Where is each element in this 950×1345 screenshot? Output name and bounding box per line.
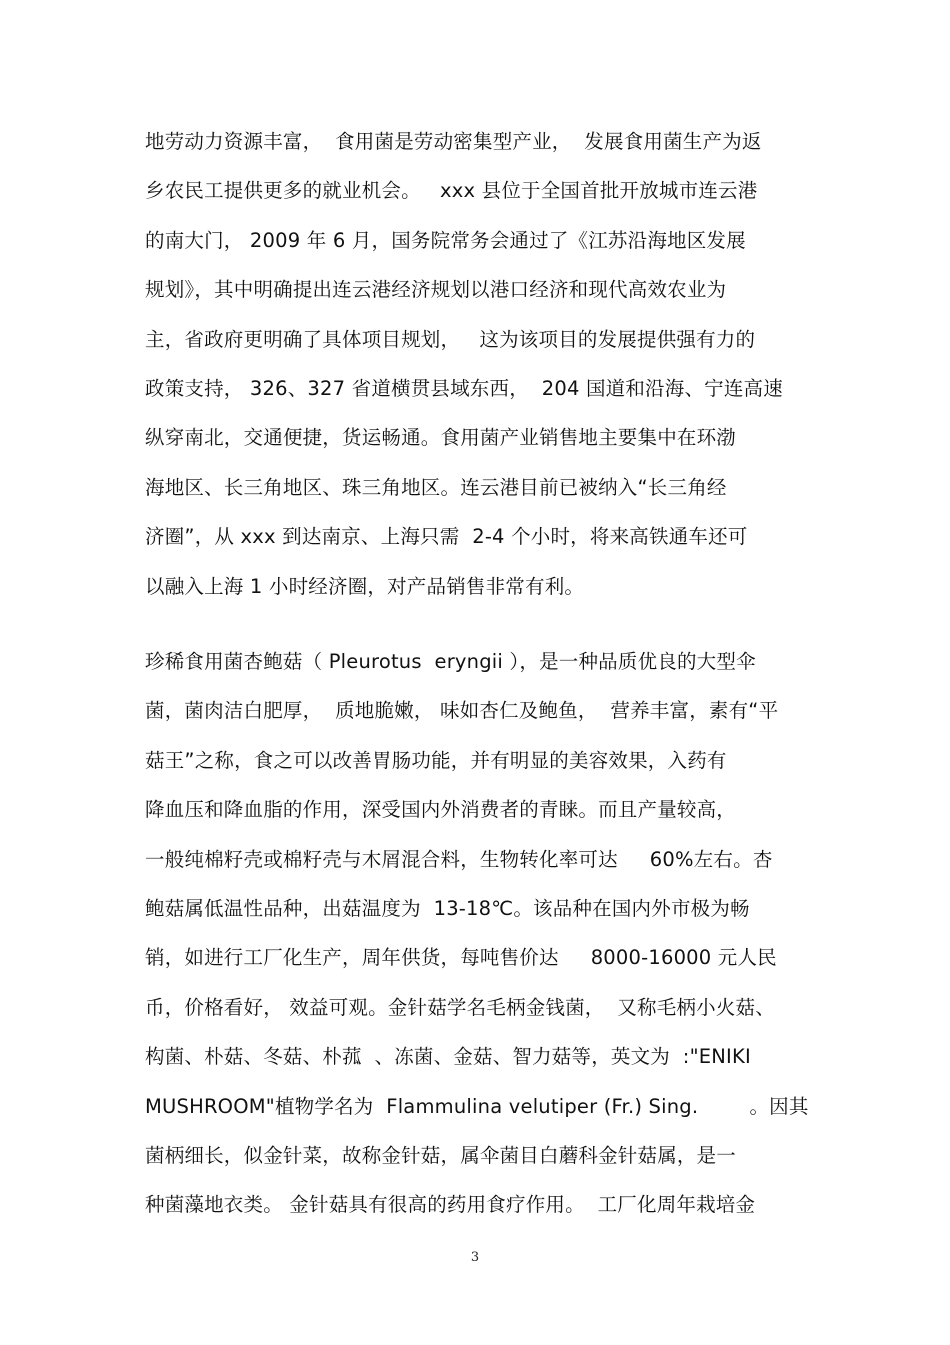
text-line: 菌柄细长，似金针菜，故称金针菇，属伞菌目白蘑科金针菇属，是一: [145, 1143, 737, 1167]
text-line: 规划》，其中明确提出连云港经济规划以港口经济和现代高效农业为: [145, 278, 727, 302]
text-line: 销，如进行工厂化生产，周年供货，每吨售价达 8000-16000 元人民: [145, 946, 777, 970]
text-line: 菇王”之称，食之可以改善胃肠功能，并有明显的美容效果，入药有: [145, 748, 727, 772]
text-line: 海地区、长三角地区、珠三角地区。连云港目前已被纳入“长三角经: [145, 475, 727, 499]
text-line: 一般纯棉籽壳或棉籽壳与木屑混合料，生物转化率可达 60%左右。杏: [145, 847, 773, 871]
text-line: 币，价格看好， 效益可观。金针菇学名毛柄金钱菌， 又称毛柄小火菇、: [145, 995, 775, 1019]
text-line: 的南大门， 2009 年 6 月，国务院常务会通过了《江苏沿海地区发展: [145, 228, 746, 252]
text-line: 菌，菌肉洁白肥厚， 质地脆嫩， 味如杏仁及鲍鱼， 营养丰富，素有“平: [145, 699, 779, 723]
text-line: 济圈”，从 xxx 到达南京、上海只需 2-4 个小时，将来高铁通车还可: [145, 525, 748, 549]
text-line: 鲍菇属低温性品种，出菇温度为 13-18℃。该品种在国内外市极为畅: [145, 896, 750, 920]
paragraph-2: [145, 642, 815, 1235]
text-line: 种菌藻地衣类。 金针菇具有很高的药用食疗作用。 工厂化周年栽培金: [145, 1193, 756, 1217]
text-line: 构菌、朴菇、冬菇、朴菰 、冻菌、金菇、智力菇等，英文为 :"ENIKI: [145, 1045, 751, 1069]
page-number: 3: [470, 1250, 480, 1265]
text-line: 以融入上海 1 小时经济圈，对产品销售非常有利。: [145, 574, 585, 598]
text-line: 主，省政府更明确了具体项目规划， 这为该项目的发展提供强有力的: [145, 327, 756, 351]
paragraph-1: [145, 122, 815, 616]
text-line: 乡农民工提供更多的就业机会。 xxx 县位于全国首批开放城市连云港: [145, 179, 758, 203]
text-line: MUSHROOM"植物学名为 Flammulina velutiper (Fr.) Sing. 。因其: [145, 1094, 809, 1118]
text-line: 政策支持， 326、327 省道横贯县域东西， 204 国道和沿海、宁连高速: [145, 376, 783, 400]
text-line: 降血压和降血脂的作用，深受国内外消费者的青睐。而且产量较高，: [145, 798, 737, 822]
text-line: 地劳动力资源丰富， 食用菌是劳动密集型产业， 发展食用菌生产为返: [145, 130, 762, 153]
text-line: 珍稀食用菌杏鲍菇（ Pleurotus eryngii ），是一种品质优良的大型伞: [145, 650, 756, 673]
text-line: 纵穿南北，交通便捷，货运畅通。食用菌产业销售地主要集中在环渤: [145, 426, 737, 450]
